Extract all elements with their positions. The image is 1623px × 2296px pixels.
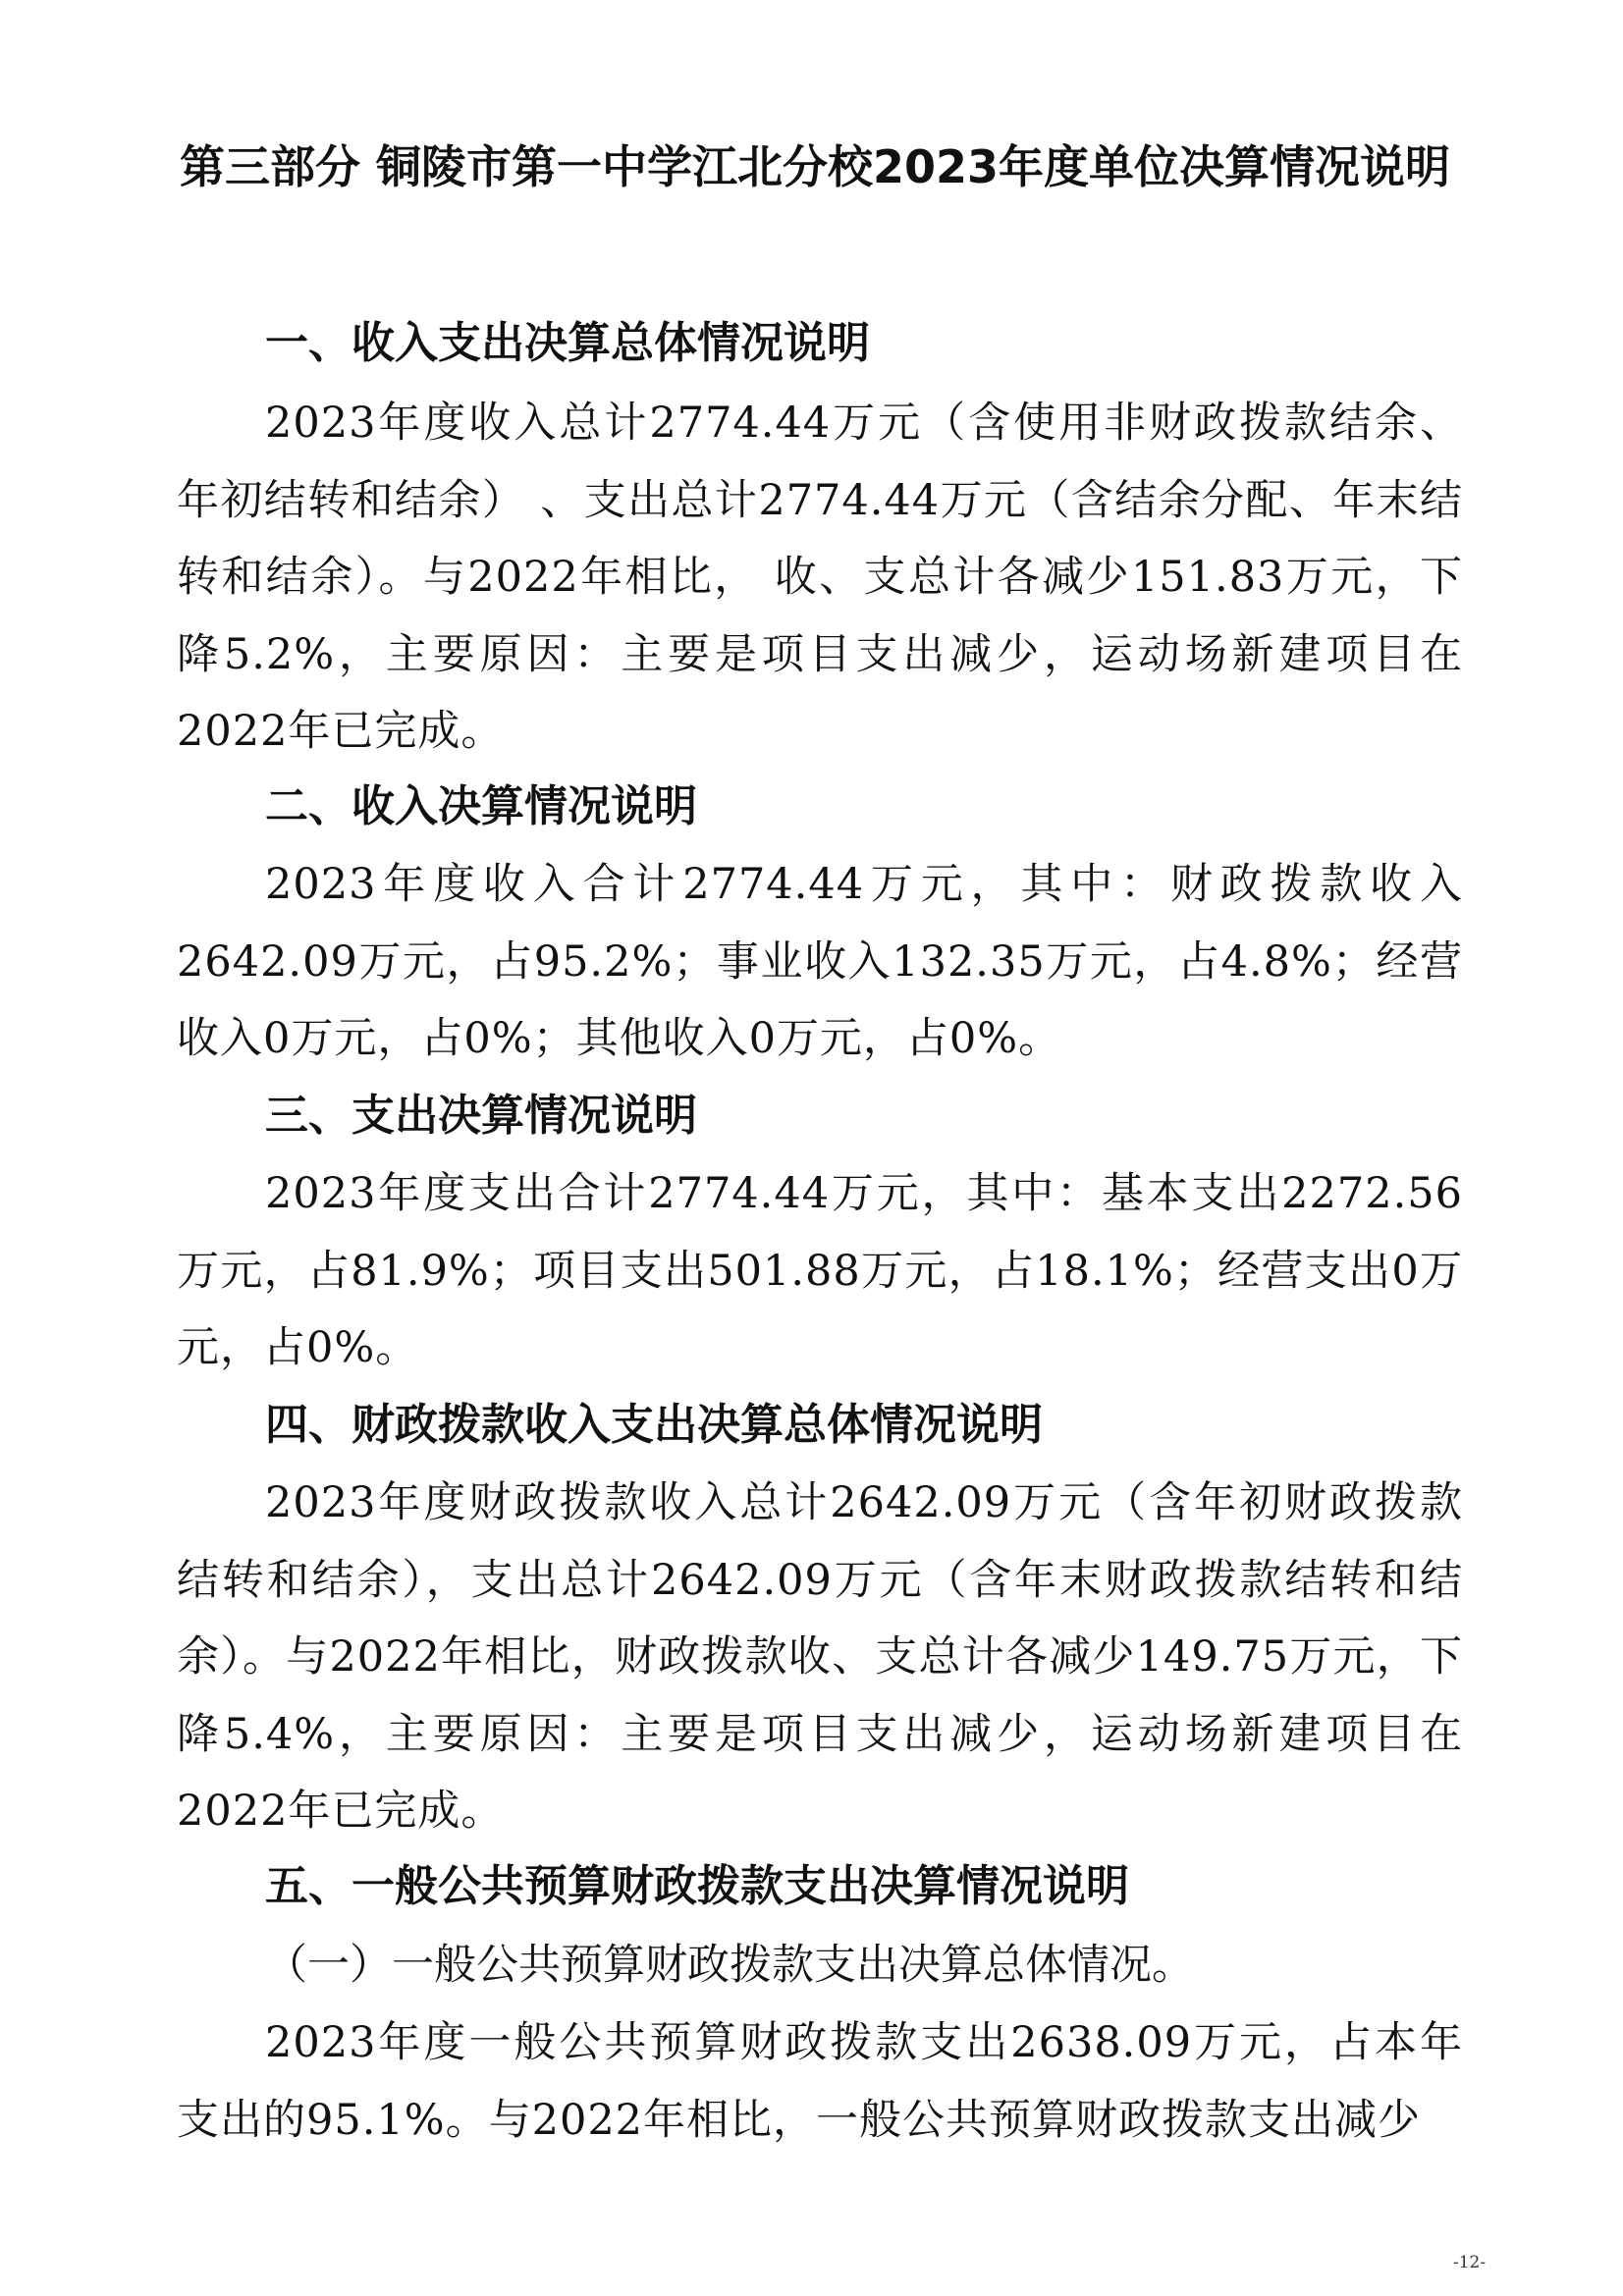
section-paragraph-fiscal-appropriation: 2023年度财政拨款收入总计2642.09万元（含年初财政拨款结转和结余），支出总计2642.09万元（含年末财政拨款结转和结余）。与2022年相比，财政拨款收、支总计各减少149.75万元，下降5.4%，主要原因：主要是项目支出减少，运动场新建项目在2022年已完成。 [177, 1478, 1463, 1836]
section-paragraph-income-expense-overview: 2023年度收入总计2774.44万元（含使用非财政拨款结余、年初结转和结余） 、支出总计2774.44万元（含结余分配、年末结转和结余）。与2022年相比， 收、支总计各减少151.83万元，下降5.2%，主要原因：主要是项目支出减少，运动场新建项目在2022年已完成。 [177, 399, 1463, 756]
section-subheading-general-budget-overview: （一）一般公共预算财政拨款支出决算总体情况。 [265, 1941, 1194, 1990]
section-heading-general-budget: 五、一般公共预算财政拨款支出决算情况说明 [265, 1861, 1129, 1911]
document-title: 第三部分 铜陵市第一中学江北分校2023年度单位决算情况说明 [179, 140, 1451, 193]
section-heading-income: 二、收入决算情况说明 [265, 781, 697, 831]
section-heading-income-expense-overview: 一、收入支出决算总体情况说明 [265, 318, 870, 368]
section-paragraph-general-budget: 2023年度一般公共预算财政拨款支出2638.09万元，占本年支出的95.1%。与2022年相比，一般公共预算财政拨款支出减少 [177, 2018, 1463, 2145]
section-heading-fiscal-appropriation: 四、财政拨款收入支出决算总体情况说明 [265, 1400, 1043, 1450]
section-paragraph-income: 2023年度收入合计2774.44万元，其中：财政拨款收入2642.09万元，占95.2%；事业收入132.35万元，占4.8%；经营收入0万元，占0%；其他收入0万元，占0%。 [177, 860, 1463, 1063]
section-paragraph-expense: 2023年度支出合计2774.44万元，其中：基本支出2272.56万元，占81.9%；项目支出501.88万元，占18.1%；经营支出0万元，占0%。 [177, 1169, 1463, 1372]
page-number: -12- [1453, 2253, 1487, 2272]
section-heading-expense: 三、支出决算情况说明 [265, 1091, 697, 1141]
